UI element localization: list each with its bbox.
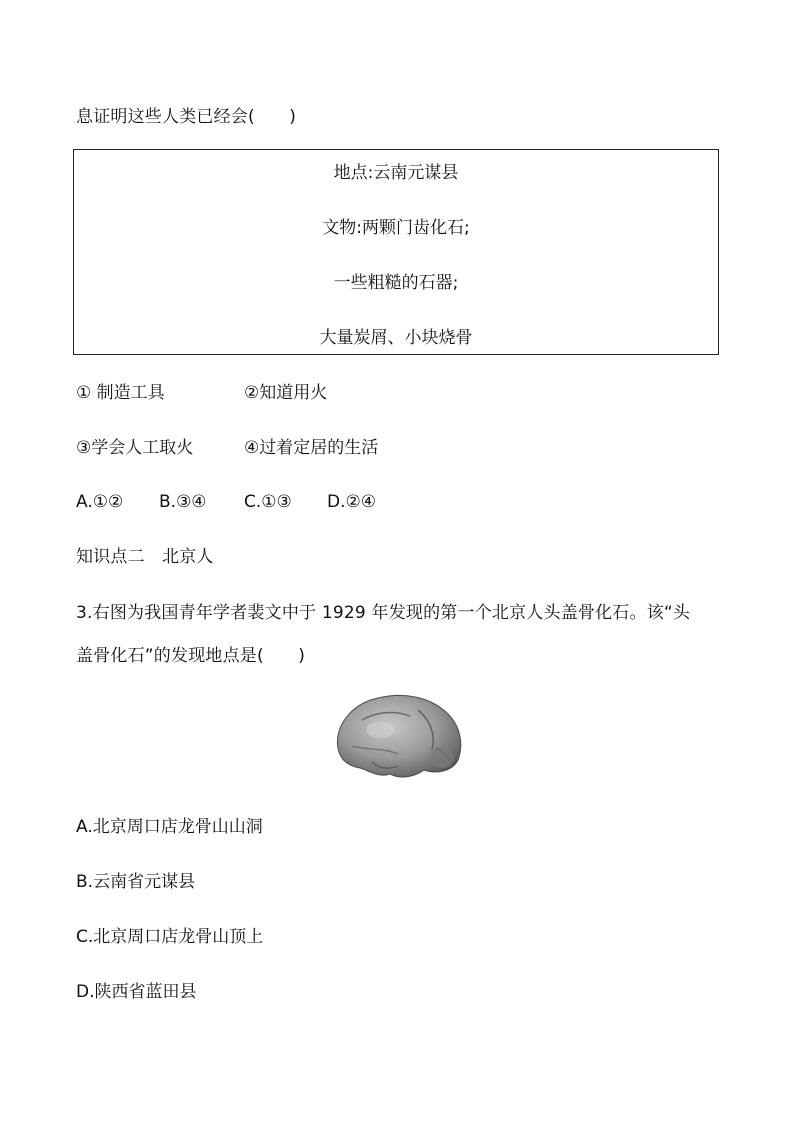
option-b: B.云南省元谋县 xyxy=(76,872,196,892)
choice-c: C.①③ xyxy=(244,492,292,512)
choice-d: D.②④ xyxy=(327,492,376,512)
question-stem-continuation: 息证明这些人类已经会( ) xyxy=(76,107,297,127)
section-title: 知识点二 北京人 xyxy=(76,547,214,567)
statement-1: ① 制造工具 xyxy=(76,383,165,403)
statement-2: ②知道用火 xyxy=(244,383,328,403)
evidence-box xyxy=(73,149,719,355)
option-d: D.陕西省蓝田县 xyxy=(76,982,197,1002)
statement-3: ③学会人工取火 xyxy=(76,438,194,458)
evidence-tools: 一些粗糙的石器; xyxy=(333,273,459,293)
option-a: A.北京周口店龙骨山山洞 xyxy=(76,817,263,837)
evidence-location: 地点:云南元谋县 xyxy=(333,163,459,183)
choice-a: A.①② xyxy=(76,492,124,512)
option-c: C.北京周口店龙骨山顶上 xyxy=(76,927,264,947)
statement-4: ④过着定居的生活 xyxy=(244,438,379,458)
evidence-fossils: 文物:两颗门齿化石; xyxy=(322,218,470,238)
question-3-stem-line-2: 盖骨化石”的发现地点是( ) xyxy=(76,646,306,666)
skull-fossil-image xyxy=(332,690,466,782)
question-3-stem-line-1: 3.右图为我国青年学者裴文中于 1929 年发现的第一个北京人头盖骨化石。该“头 xyxy=(76,603,691,623)
evidence-ash: 大量炭屑、小块烧骨 xyxy=(319,328,473,348)
choice-b: B.③④ xyxy=(159,492,207,512)
